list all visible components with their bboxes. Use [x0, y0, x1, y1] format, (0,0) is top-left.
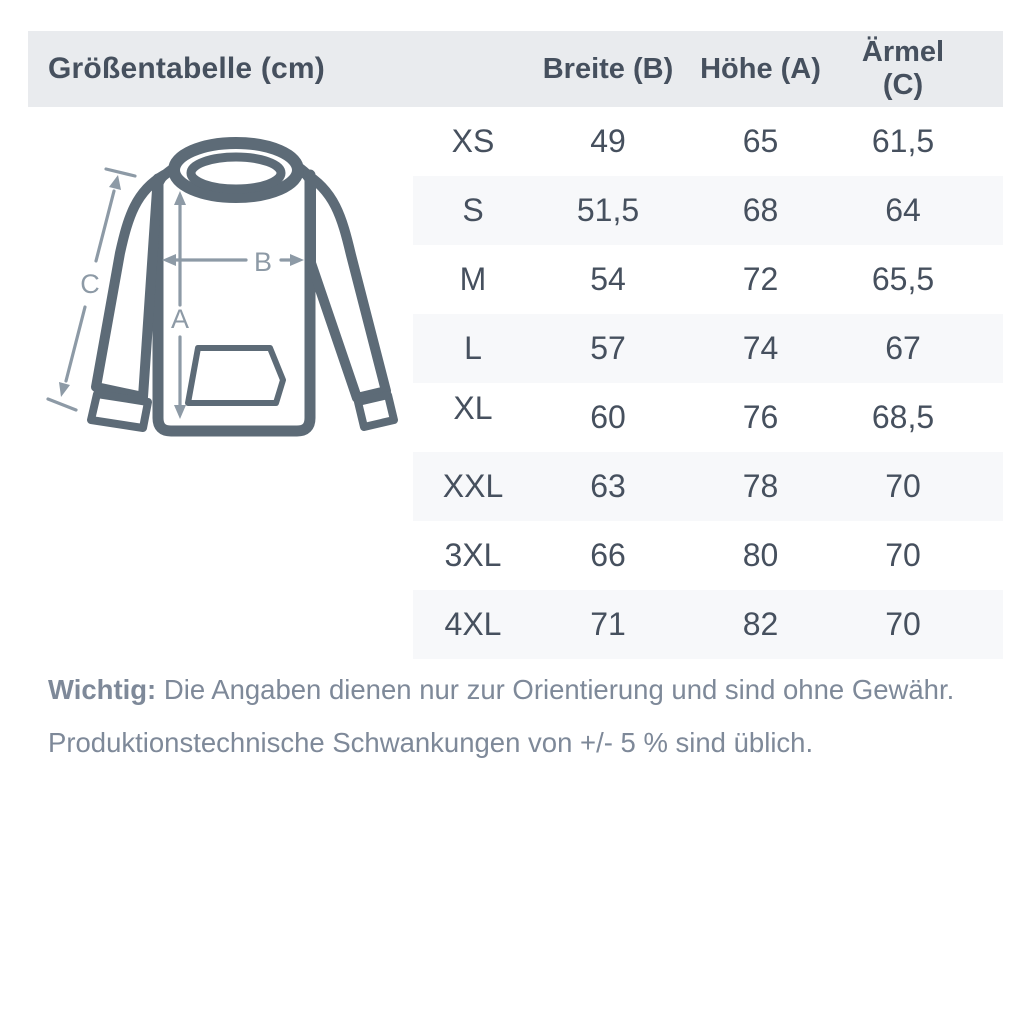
- table-row: [413, 383, 1003, 452]
- hoodie-left-cuff: [91, 394, 148, 428]
- size-table: [413, 107, 1003, 659]
- table-row: [413, 176, 1003, 245]
- disclaimer-line-1: [48, 663, 978, 716]
- measure-arrow-b: [162, 247, 304, 277]
- hoehe-value: 74: [742, 330, 779, 366]
- size-label: 3XL: [444, 537, 502, 573]
- table-row: [413, 107, 1003, 176]
- table-row: [413, 314, 1003, 383]
- aermel-value: 67: [885, 330, 921, 366]
- breite-value: 49: [590, 123, 626, 159]
- size-label: L: [464, 330, 482, 366]
- page-title: Größentabelle (cm): [48, 52, 325, 85]
- measure-arrow-a: [171, 191, 189, 419]
- hoodie-right-sleeve: [304, 173, 386, 398]
- aermel-value: 68,5: [871, 399, 935, 435]
- size-label: S: [462, 192, 484, 228]
- measure-label-a: A: [170, 304, 190, 334]
- breite-value: 54: [590, 261, 626, 297]
- aermel-value: 65,5: [871, 261, 935, 297]
- breite-value: 60: [590, 399, 626, 435]
- hoodie-pocket: [188, 348, 283, 403]
- disclaimer-bold-label: Wichtig:: [48, 674, 157, 705]
- breite-value: 63: [590, 468, 626, 504]
- size-label: 4XL: [444, 606, 502, 642]
- breite-value: 66: [590, 537, 626, 573]
- breite-value: 51,5: [576, 192, 640, 228]
- hoehe-value: 82: [742, 606, 779, 642]
- hoehe-value: 76: [742, 399, 779, 435]
- table-row: [413, 245, 1003, 314]
- size-label: XS: [451, 123, 495, 159]
- hoodie-hood-inner: [191, 157, 281, 189]
- aermel-value: 70: [885, 606, 921, 642]
- disclaimer: [48, 663, 978, 769]
- hoehe-value: 65: [742, 123, 779, 159]
- aermel-value: 70: [885, 537, 921, 573]
- aermel-value: 64: [885, 192, 921, 228]
- disclaimer-line-1-text: Die Angaben dienen nur zur Orientierung und sind ohne Gewähr.: [156, 674, 955, 705]
- size-label: XXL: [442, 468, 504, 504]
- hoehe-value: 68: [742, 192, 779, 228]
- column-header-hoehe: Höhe (A): [700, 52, 821, 85]
- hoehe-value: 80: [742, 537, 779, 573]
- column-header-breite: Breite (B): [542, 52, 674, 85]
- hoehe-value: 72: [742, 261, 779, 297]
- breite-value: 71: [590, 606, 626, 642]
- aermel-value: 70: [885, 468, 921, 504]
- size-label: XL: [453, 390, 493, 426]
- table-row: [413, 521, 1003, 590]
- aermel-value: 61,5: [871, 123, 935, 159]
- hoodie-diagram: [40, 115, 420, 460]
- table-row: [413, 590, 1003, 659]
- hoodie-right-cuff: [358, 395, 394, 427]
- column-headers: [413, 31, 1003, 107]
- breite-value: 57: [590, 330, 626, 366]
- disclaimer-line-2: Produktionstechnische Schwankungen von +/- 5 % sind üblich.: [48, 727, 814, 758]
- size-label: M: [459, 261, 487, 297]
- table-row: [413, 452, 1003, 521]
- column-header-aermel: Ärmel (C): [861, 36, 945, 101]
- table-header: [28, 31, 1003, 107]
- hoehe-value: 78: [742, 468, 779, 504]
- measure-label-b: B: [253, 247, 273, 277]
- measure-label-c: C: [80, 269, 100, 299]
